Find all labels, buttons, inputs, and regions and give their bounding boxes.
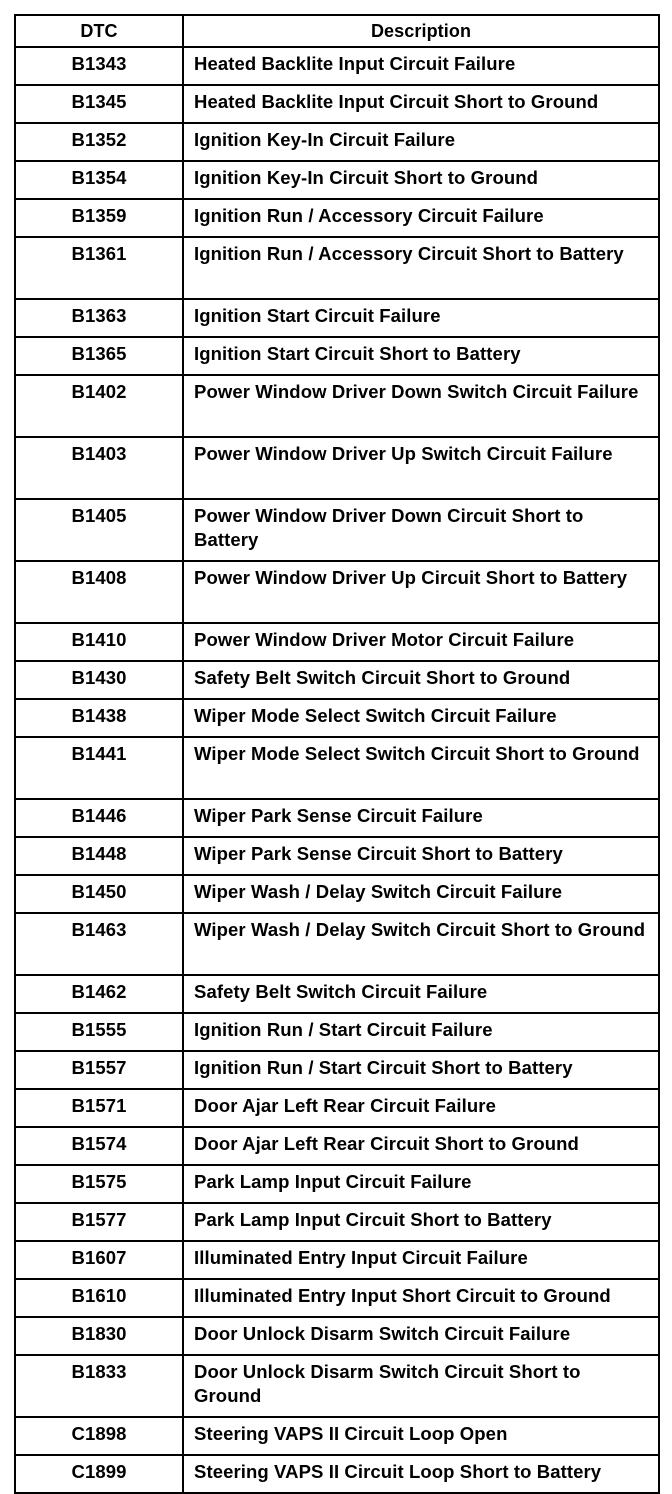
dtc-description-cell: Ignition Run / Accessory Circuit Failure — [183, 199, 659, 237]
dtc-code-cell: B1571 — [15, 1089, 183, 1127]
dtc-description-cell: Ignition Start Circuit Failure — [183, 299, 659, 337]
dtc-description-cell: Wiper Mode Select Switch Circuit Short to Ground — [183, 737, 659, 799]
table-row — [15, 161, 659, 199]
table-row — [15, 561, 659, 623]
table-row — [15, 1355, 659, 1417]
dtc-code-cell: B1555 — [15, 1013, 183, 1051]
dtc-code-cell: C1899 — [15, 1455, 183, 1493]
table-row — [15, 1089, 659, 1127]
dtc-description-cell: Illuminated Entry Input Circuit Failure — [183, 1241, 659, 1279]
dtc-code-cell: B1410 — [15, 623, 183, 661]
dtc-description-cell: Wiper Mode Select Switch Circuit Failure — [183, 699, 659, 737]
dtc-description-cell: Park Lamp Input Circuit Failure — [183, 1165, 659, 1203]
dtc-code-cell: B1462 — [15, 975, 183, 1013]
dtc-description-cell: Wiper Park Sense Circuit Short to Battery — [183, 837, 659, 875]
dtc-code-cell: B1450 — [15, 875, 183, 913]
dtc-code-cell: B1833 — [15, 1355, 183, 1417]
dtc-code-cell: B1430 — [15, 661, 183, 699]
dtc-description-cell: Ignition Run / Start Circuit Short to Battery — [183, 1051, 659, 1089]
table-header-row — [15, 15, 659, 47]
dtc-code-cell: B1438 — [15, 699, 183, 737]
dtc-code-cell: B1352 — [15, 123, 183, 161]
dtc-description-cell: Wiper Wash / Delay Switch Circuit Failure — [183, 875, 659, 913]
dtc-code-cell: B1405 — [15, 499, 183, 561]
dtc-code-cell: B1448 — [15, 837, 183, 875]
dtc-description-cell: Heated Backlite Input Circuit Short to Ground — [183, 85, 659, 123]
dtc-code-cell: B1441 — [15, 737, 183, 799]
table-row — [15, 661, 659, 699]
dtc-code-cell: B1402 — [15, 375, 183, 437]
dtc-code-cell: B1557 — [15, 1051, 183, 1089]
table-row — [15, 623, 659, 661]
dtc-description-cell: Power Window Driver Motor Circuit Failure — [183, 623, 659, 661]
table-row — [15, 237, 659, 299]
dtc-code-cell: B1403 — [15, 437, 183, 499]
dtc-code-cell: C1898 — [15, 1417, 183, 1455]
dtc-code-cell: B1574 — [15, 1127, 183, 1165]
dtc-code-cell: B1343 — [15, 47, 183, 85]
dtc-code-cell: B1830 — [15, 1317, 183, 1355]
table-row — [15, 699, 659, 737]
dtc-code-cell: B1359 — [15, 199, 183, 237]
dtc-description-cell: Park Lamp Input Circuit Short to Battery — [183, 1203, 659, 1241]
table-row — [15, 1051, 659, 1089]
table-row — [15, 123, 659, 161]
dtc-code-cell: B1361 — [15, 237, 183, 299]
dtc-code-cell: B1365 — [15, 337, 183, 375]
dtc-description-cell: Ignition Start Circuit Short to Battery — [183, 337, 659, 375]
table-row — [15, 85, 659, 123]
table-body — [15, 47, 659, 1493]
dtc-description-cell: Steering VAPS II Circuit Loop Short to Battery — [183, 1455, 659, 1493]
dtc-table-container — [14, 14, 658, 1494]
dtc-description-cell: Ignition Run / Start Circuit Failure — [183, 1013, 659, 1051]
dtc-description-cell: Illuminated Entry Input Short Circuit to Ground — [183, 1279, 659, 1317]
dtc-table — [14, 14, 660, 1494]
dtc-description-cell: Power Window Driver Up Switch Circuit Failure — [183, 437, 659, 499]
dtc-code-cell: B1363 — [15, 299, 183, 337]
table-row — [15, 737, 659, 799]
table-row — [15, 875, 659, 913]
table-row — [15, 1455, 659, 1493]
column-header-description: Description — [183, 15, 659, 47]
table-row — [15, 375, 659, 437]
dtc-description-cell: Safety Belt Switch Circuit Short to Ground — [183, 661, 659, 699]
column-header-dtc: DTC — [15, 15, 183, 47]
dtc-description-cell: Power Window Driver Up Circuit Short to Battery — [183, 561, 659, 623]
dtc-code-cell: B1446 — [15, 799, 183, 837]
dtc-description-cell: Door Ajar Left Rear Circuit Failure — [183, 1089, 659, 1127]
dtc-description-cell: Power Window Driver Down Circuit Short to Battery — [183, 499, 659, 561]
dtc-description-cell: Door Unlock Disarm Switch Circuit Short to Ground — [183, 1355, 659, 1417]
table-row — [15, 799, 659, 837]
dtc-description-cell: Steering VAPS II Circuit Loop Open — [183, 1417, 659, 1455]
table-row — [15, 337, 659, 375]
dtc-code-cell: B1408 — [15, 561, 183, 623]
table-row — [15, 1241, 659, 1279]
dtc-description-cell: Safety Belt Switch Circuit Failure — [183, 975, 659, 1013]
dtc-description-cell: Power Window Driver Down Switch Circuit Failure — [183, 375, 659, 437]
dtc-code-cell: B1354 — [15, 161, 183, 199]
table-row — [15, 1203, 659, 1241]
dtc-description-cell: Ignition Key-In Circuit Failure — [183, 123, 659, 161]
dtc-description-cell: Door Ajar Left Rear Circuit Short to Ground — [183, 1127, 659, 1165]
table-row — [15, 1127, 659, 1165]
table-row — [15, 1417, 659, 1455]
dtc-code-cell: B1577 — [15, 1203, 183, 1241]
dtc-code-cell: B1610 — [15, 1279, 183, 1317]
table-row — [15, 1165, 659, 1203]
table-row — [15, 47, 659, 85]
dtc-code-cell: B1607 — [15, 1241, 183, 1279]
table-row — [15, 437, 659, 499]
dtc-description-cell: Wiper Wash / Delay Switch Circuit Short to Ground — [183, 913, 659, 975]
dtc-description-cell: Wiper Park Sense Circuit Failure — [183, 799, 659, 837]
dtc-code-cell: B1463 — [15, 913, 183, 975]
table-row — [15, 199, 659, 237]
table-row — [15, 1013, 659, 1051]
dtc-description-cell: Ignition Run / Accessory Circuit Short to Battery — [183, 237, 659, 299]
table-row — [15, 499, 659, 561]
dtc-code-cell: B1575 — [15, 1165, 183, 1203]
table-row — [15, 1317, 659, 1355]
dtc-code-cell: B1345 — [15, 85, 183, 123]
dtc-description-cell: Door Unlock Disarm Switch Circuit Failure — [183, 1317, 659, 1355]
table-row — [15, 975, 659, 1013]
dtc-description-cell: Ignition Key-In Circuit Short to Ground — [183, 161, 659, 199]
table-row — [15, 913, 659, 975]
table-row — [15, 299, 659, 337]
table-row — [15, 1279, 659, 1317]
table-row — [15, 837, 659, 875]
dtc-description-cell: Heated Backlite Input Circuit Failure — [183, 47, 659, 85]
